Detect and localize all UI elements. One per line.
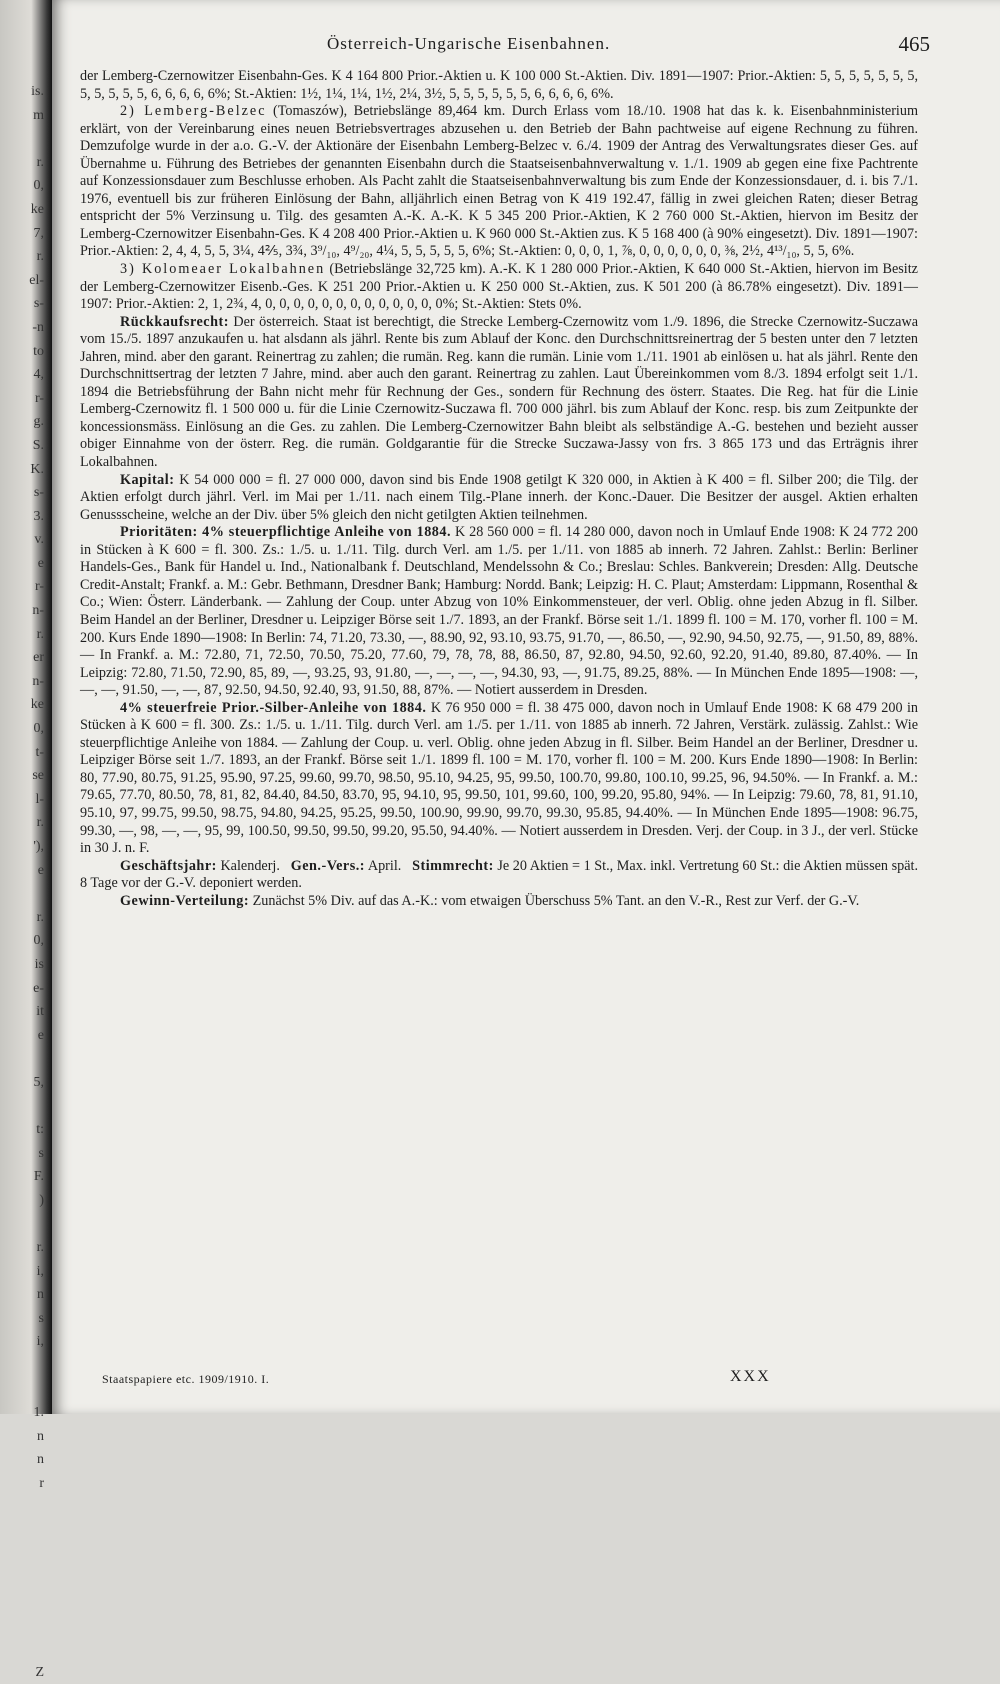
gutter-fragment: K. — [30, 461, 44, 477]
gutter-fragment: l- — [35, 791, 44, 807]
paragraph-rueckkaufsrecht: Rückkaufsrecht: Der österreich. Staat ist berechtigt, die Strecke Lemberg-Czernowitz vom 1./9. 1896, die Strecke Czernowitz-Suczawa vom 15./5. 1897 anzukaufen u. hat alsdann als jährl. Rente bis zum Ablauf der Konc. den Durchschnittsreinertrag der 5 besten unter den 7 letzten Jahren, mind. aber den garant. Reinertrag zu zahlen; die rumän. Reg. kann die rumän. Linie vom 1./11. 1901 ab einlösen u. hat als jährl. Rente den Durchschnittsertrag der letzten 7 Jahre, mind. aber auch den garant. Reinertrag zu zahlen. Laut Übereinkommen vom 8./3. 1894 erfolgt seit 1./1. 1894 die Betriebsführung der Bahn nicht mehr für Rechnung der Ges., sondern für Rechnung des österr. Staates. Die Reg. hat für die Linie Lemberg-Czernowitz fl. 1 500 000 u. für die Linie Czernowitz-Suczawa fl. 700 000 jährl. bis zum Ablauf der Konc. resp. bis zum Zeitpunkte der koncessionsmäss. Einlösung an die Ges. zu zahlen. Die Lemberg-Czernowitzer Bahn bleibt als selbständige A.-G. bestehen und bezieht ausser obiger Einnahme von der österr. Reg. die rumän. Goldgarantie für die Strecke Suczawa-Jassy von frs. 3 865 173 und das Erträgnis ihrer Lokalbahnen. — [80, 313, 918, 471]
gutter-fragment: r. — [36, 909, 44, 925]
gutter-fragment: r- — [34, 579, 44, 595]
gutter-fragment: F. — [33, 1169, 44, 1185]
running-title: Österreich-Ungarische Eisenbahnen. — [327, 34, 611, 53]
paragraph-dividends-1: der Lemberg-Czernowitzer Eisenbahn-Ges. K 4 164 800 Prior.-Aktien u. K 100 000 St.-Aktien. Div. 1891—1907: Prior.-Aktien: 5, 5, 5, 5, 5, 5, 5, 5, 5, 5, 5, 5, 6, 6, 6, 6, 6%; St.-Aktien: 1½, 1¼, 1¼, 1½, 2¼, 3½, 5, 5, 5, 5, 5, 5, 6, 6, 6, 6, 6%. — [80, 68, 918, 102]
gutter-fragment: ke — [30, 697, 44, 713]
label-gewinn-verteilung: Gewinn-Verteilung: — [120, 892, 250, 909]
paragraph-steuerfreie-anleihe: 4% steuerfreie Prior.-Silber-Anleihe von 1884. K 76 950 000 = fl. 38 475 000, davon noch in Umlauf Ende 1908: K 68 479 200 in Stücken à K 600 = fl. 300. Zs.: 1./5. u. 1./11. Tilg. durch Verl. am 1./5. per 1./11. von 1885 ab innerh. 72 Jahren, Verstärk. zulässig. Zahlst.: Wie steuerpflichtige Anleihe von 1884. — Zahlung der Coup. u. verl. Oblig. ohne jeden Abzug in fl. Silber. Beim Handel an der Berliner, Dresdner u. Leipziger Börse seit 1./7. 1893, an der Frankf. Börse seit 1./1. 1899 fl. 100 = M. 170, vorher fl. 100 = M. 200. Kurs Ende 1890—1908: In Berlin: 80, 77.90, 80.75, 91.25, 95.90, 97.25, 99.60, 99.70, 98.50, 95.10, 94.25, 95, 99.50, 100.70, 99.80, 100.10, 99.25, 96, 94.50%. — In Frankf. a. M.: 79.65, 77.70, 80.50, 78, 81, 82, 84.40, 84.50, 83.70, 95, 94.10, 95, 99.50, 101, 99.60, 100, 99.20, 95.80, 94%. — In Leipzig: 79.60, 78, 81, 91.10, 95.10, 97, 99.75, 99.50, 98.75, 94.80, 94.25, 95.25, 99.50, 100.90, 99.90, 99.70, 99.30, 95.85, 94.40%. — In München Ende 1895—1908: 96.75, 99.30, —, 98, —, —, 95, 99, 100.50, 99.50, 99.50, 99.20, 95.50, 94.40%. — Notiert ausserdem in Dresden. Verj. der Coup. in 3 J., der verl. Stücke in 30 J. n. F. — [80, 699, 918, 857]
paragraph-lemberg-belzec: 2) Lemberg-Belzec (Tomaszów), Betriebslänge 89,464 km. Durch Erlass vom 18./10. 1908 hat das k. k. Eisenbahnministerium erklärt, von der Vereinbarung eines neuen Betriebsvertrages abzusehen u. den Betrieb der Bahn pachtweise auf eigene Rechnung zu führen. Demzufolge wurde in der a.o. G.-V. der Aktionäre der Eisenbahn Lemberg-Belzec v. 6./4. 1909 der Antrag des Verwaltungsrates dieser Ges. auf Übernahme u. Führung des Betriebes der genannten Eisenbahn durch die Staatseisenbahnverwaltung v. 1./1. 1909 ab gegen eine fixe Pachtrente auf Konzessionsdauer zum Beschlusse erhoben. Als Pacht zahlt die Staatseisenbahnverwaltung bis zum Ende der Konzessionsdauer, d. i. bis 7./1. 1976, eventuell bis zur früheren Einlösung der Bahn, alljährlich einen Betrag von K 419 192.47, fällig in zwei gleichen Raten; dieser Betrag entspricht der 5% Verzinsung u. Tilg. des gesamten A.-K. A.-K. K 5 345 200 Prior.-Aktien, K 2 760 000 St.-Aktien, hiervon im Besitz der Lemberg-Czernowitzer Eisenbahn-Ges. K 4 208 400 Prior.-Aktien u. K 960 000 St.-Aktien zus. K 5 168 400 (à 90% eingesetzt). Div. 1891—1907: Prior.-Aktien: 2, 4, 4, 5, 5, 3¼, 4⅖, 3¾, 3⁹/₁₀, 4⁹/₂₀, 4¼, 5, 5, 5, 5, 5, 6%; St.-Aktien: 0, 0, 0, 1, ⅞, 0, 0, 0, 0, 0, 0, ⅜, 2½, 4¹³/₁₀, 5, 5, 6%. — [80, 103, 918, 260]
gutter-fragment: r. — [36, 154, 44, 170]
gutter-fragment: i, — [36, 1263, 44, 1279]
gutter-fragment: n- — [32, 603, 44, 619]
gutter-fragment: 7, — [33, 225, 44, 241]
gutter-fragment: s- — [33, 485, 44, 501]
paragraph-geschaeftsjahr: Geschäftsjahr: Kalenderj. Gen.-Vers.: April. Stimmrecht: Je 20 Aktien = 1 St., Max. inkl. Vertretung 60 St.: die Aktien müssen spät. 8 Tage vor der G.-V. deponiert werden. — [80, 857, 918, 892]
gutter-fragment: g. — [33, 414, 44, 430]
gutter-fragment: r- — [34, 390, 44, 406]
gutter-fragment: Z — [35, 1664, 44, 1680]
label-geschaeftsjahr: Geschäftsjahr: — [120, 857, 217, 874]
gutter-fragment: 3. — [33, 508, 44, 524]
paragraph-kolomeaer: 3) Kolomeaer Lokalbahnen (Betriebslänge 32,725 km). A.-K. K 1 280 000 Prior.-Aktien, K 640 000 St.-Aktien, hiervon im Besitz der Lemberg-Czernowitzer Eisenb.-Ges. K 251 200 Prior.-Aktien u. K 250 000 St.-Aktien, zus. K 501 200 (à 86.78% eingesetzt). Div. 1891—1907: Prior.-Aktien: 2, 1, 2¾, 4, 0, 0, 0, 0, 0, 0, 0, 0, 0, 0, 0, 0, 0%; St.-Aktien: Stets 0%. — [80, 261, 918, 313]
gutter-fragment — [0, 1378, 44, 1402]
gutter-fragment: s — [38, 1310, 44, 1326]
gutter-fragment: is — [34, 956, 44, 972]
paragraph-gewinn-verteilung: Gewinn-Verteilung: Zunächst 5% Div. auf das A.-K.: vom etwaigen Überschuss 5% Tant. an den V.-R., Rest zur Verf. der G.-V. — [120, 892, 860, 909]
page-header — [52, 34, 1000, 58]
gutter-fragment — [0, 1614, 44, 1638]
gutter-fragment — [0, 1519, 44, 1543]
gutter-fragment: ke — [30, 201, 44, 217]
gutter-fragment — [0, 1047, 44, 1071]
gutter-fragment — [0, 1566, 44, 1590]
gutter-fragment: 5, — [33, 1074, 44, 1090]
book-gutter — [0, 0, 52, 1680]
label-rueckkaufsrecht: Rückkaufsrecht: — [120, 313, 229, 330]
section-lead-kolomeaer: 3) Kolomeaer Lokalbahnen — [120, 261, 326, 278]
gutter-fragment: i, — [36, 1334, 44, 1350]
gutter-fragment: t: — [36, 1122, 44, 1138]
gutter-fragment: er — [33, 650, 44, 666]
gutter-fragment: 4, — [33, 367, 44, 383]
page-footer — [52, 1368, 1000, 1390]
label-gen-vers: Gen.-Vers.: — [290, 857, 366, 874]
gutter-fragment: n — [37, 1287, 44, 1303]
gutter-fragment: v. — [34, 532, 44, 548]
gutter-fragment — [0, 127, 44, 151]
gutter-fragment: r — [39, 1476, 44, 1492]
gutter-fragment: 0, — [33, 721, 44, 737]
label-kapital: Kapital: — [120, 471, 175, 488]
section-lead-lemberg-belzec: 2) Lemberg-Belzec — [120, 103, 267, 120]
gutter-fragment — [0, 1590, 44, 1614]
label-prioritaeten: Prioritäten: 4% steuerpflichtige Anleihe von 1884. — [120, 524, 452, 541]
gutter-fragment: e — [37, 1027, 44, 1043]
gutter-fragment: n — [37, 1452, 44, 1468]
gutter-fragment: it — [36, 1004, 44, 1020]
gutter-fragment: e- — [33, 980, 44, 996]
gutter-fragment — [0, 1543, 44, 1567]
gutter-fragment: n — [37, 1428, 44, 1444]
gutter-fragment — [0, 1637, 44, 1661]
gutter-fragment: s- — [33, 296, 44, 312]
gutter-fragment: r. — [36, 626, 44, 642]
gutter-fragment: m — [33, 107, 44, 123]
label-stimmrecht: Stimmrecht: — [412, 857, 494, 874]
gutter-fragment: r. — [36, 1240, 44, 1256]
previous-page-edge-text — [0, 80, 44, 1684]
footer-signature-mark: XXX — [730, 1368, 771, 1385]
gutter-fragment: el- — [29, 272, 44, 288]
gutter-fragment: 1. — [33, 1405, 44, 1421]
paragraph-prioritaeten: Prioritäten: 4% steuerpflichtige Anleihe von 1884. K 28 560 000 = fl. 14 280 000, davon noch in Umlauf Ende 1908: K 24 772 200 in Stücken à K 600 = fl. 300. Zs.: 1./5. u. 1./11. Tilg. durch Verl. am 1./5. per 1./11. von 1885 ab innerh. 72 Jahren. Zahlst.: Berlin: Berliner Handels-Ges., Bank für Handel u. Ind., Nationalbank f. Deutschland, Mendelssohn & Co.; Breslau: Schles. Bankverein; Dresden: Allg. Deutsche Credit-Anstalt; Frankf. a. M.: Gebr. Bethmann, Dresdner Bank; Hamburg: Nordd. Bank; Leipzig: H. C. Plaut; Amsterdam: Lippmann, Rosenthal & Co.; Wien: Österr. Länderbank. — Zahlung der Coup. unter Abzug von 10% Einkommensteuer, der verl. Oblig. ohne jeden Abzug in fl. Silber. Beim Handel an der Berliner, Dresdner u. Leipziger Börse seit 1./7. 1893, an der Frankf. Börse seit 1./1. 1899 fl. 100 = M. 170, vorher fl. 100 = M. 200. Kurs Ende 1890—1908: In Berlin: 74, 71.20, 73.30, —, 88.90, 92, 93.10, 93.75, 91.70, —, 86.50, —, 92.90, 94.50, 92.75, —, 91.50, 89, 88%. — In Frankf. a. M.: 72.80, 71, 72.50, 70.50, 75.20, 77.60, 79, 78, 78, 88, 86.50, 87, 92.80, 94.50, 92.60, 92.20, 91.40, 89.80, 87.40%. — In Leipzig: 72.80, 71.50, 72.90, 85, 89, —, 93.25, 93, 91.80, —, —, —, —, 94.30, 93, —, 91.75, 89.25, 88%. — In München Ende 1895—1908: —, —, —, 91.50, —, —, 87, 92.50, 94.50, 92.40, 93, 91.50, 88, 87%. — Notiert ausserdem in Dresden. — [80, 524, 918, 699]
gutter-fragment: is. — [31, 84, 44, 99]
document-page — [52, 0, 1000, 1414]
gutter-fragment: n- — [32, 673, 44, 689]
paragraph-kapital: Kapital: K 54 000 000 = fl. 27 000 000, davon sind bis Ende 1908 getilgt K 320 000, in Aktien à K 400 = fl. Silber 200; die Tilg. der Aktien erfolgt durch jährl. Verl. im Mai per 1./11. nach einem Tilg.-Plane innerh. der Konc.-Dauer. Die Besitzer der ausgel. Aktien erhalten Genussscheine, welche an der Div. über 5% gleich den nicht getilgten Aktien teilnehmen. — [80, 471, 918, 523]
gutter-fragment — [0, 1095, 44, 1119]
gutter-fragment: '), — [33, 839, 44, 854]
gutter-fragment — [0, 1496, 44, 1520]
gutter-fragment: -n — [32, 319, 44, 335]
gutter-fragment — [0, 1213, 44, 1237]
gutter-fragment: 0, — [33, 178, 44, 194]
gutter-fragment — [0, 1354, 44, 1378]
article-body — [80, 68, 918, 910]
gutter-fragment: e — [37, 555, 44, 571]
gutter-fragment: to — [33, 343, 44, 359]
gutter-fragment: t- — [35, 744, 44, 760]
gutter-fragment — [0, 882, 44, 906]
footer-source: Staatspapiere etc. 1909/1910. I. — [102, 1372, 270, 1386]
gutter-fragment: 0, — [33, 933, 44, 949]
gutter-fragment: e — [37, 862, 44, 878]
gutter-fragment: se — [32, 768, 44, 784]
gutter-fragment: r. — [36, 249, 44, 265]
label-steuerfreie-anleihe: 4% steuerfreie Prior.-Silber-Anleihe von 1884. — [120, 699, 427, 716]
gutter-fragment: s — [38, 1145, 44, 1161]
gutter-fragment: ) — [39, 1192, 44, 1208]
gutter-fragment: S. — [32, 437, 44, 453]
gutter-fragment: r. — [36, 815, 44, 831]
page-number: 465 — [898, 32, 930, 56]
